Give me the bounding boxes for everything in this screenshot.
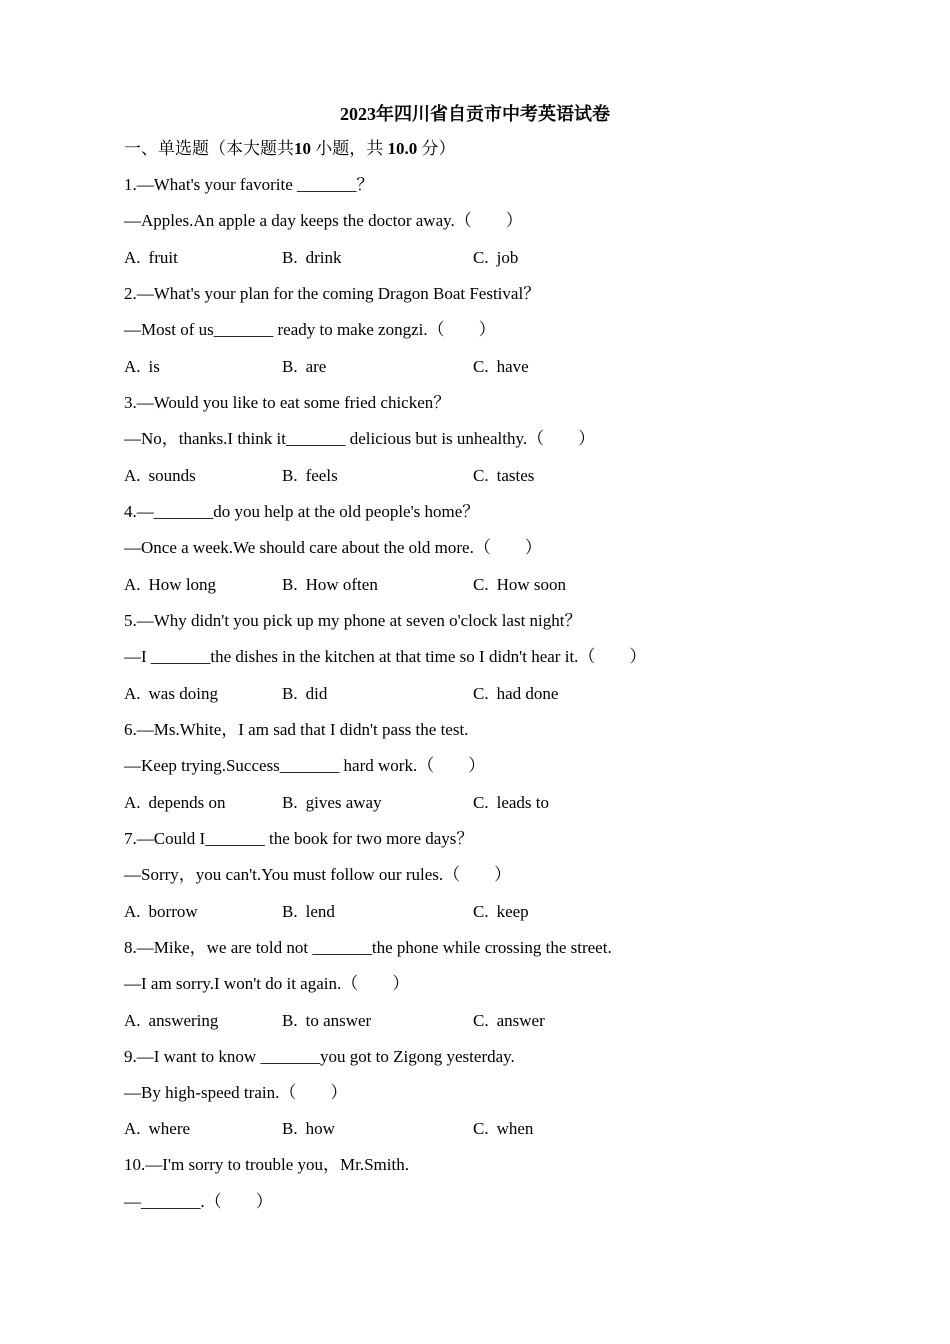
option-c[interactable] [473,1117,533,1141]
option-letter: C. [473,466,489,485]
option-b[interactable] [282,1117,335,1141]
option-a[interactable] [124,464,196,488]
option-text: is [148,357,160,376]
option-text: how [305,1119,335,1138]
option-text: where [148,1119,191,1138]
page-title: 2023年四川省自贡市中考英语试卷 [340,104,610,124]
section-score: 10.0 [387,139,418,158]
question-stem: 7.—Could I_______ the book for two more days？ [124,829,474,848]
option-text: How soon [496,575,567,594]
option-c[interactable] [473,900,529,924]
option-text: How long [148,575,217,594]
question-stem: 5.—Why didn't you pick up my phone at seven o'clock last night？ [124,611,582,630]
question-stem: 10.—I'm sorry to trouble you，Mr.Smith. [124,1155,409,1174]
option-letter: A. [124,575,141,594]
question-answer: —I _______the dishes in the kitchen at that time so I didn't hear it.（ ） [124,647,647,666]
option-text: How often [305,575,378,594]
question-stem: 2.—What's your plan for the coming Dragon Boat Festival？ [124,284,541,303]
option-text: lend [305,902,335,921]
question-answer: —No，thanks.I think it_______ delicious but is unhealthy.（ ） [124,429,596,448]
question-answer: —Sorry，you can't.You must follow our rules.（ ） [124,865,512,884]
question-answer: —Keep trying.Success_______ hard work.（ ） [124,756,486,775]
option-letter: B. [282,1119,298,1138]
question-answer: —Once a week.We should care about the old more.（ ） [124,538,542,557]
question-answer: —Most of us_______ ready to make zongzi.（ ） [124,320,496,339]
option-letter: A. [124,357,141,376]
option-a[interactable] [124,1009,218,1033]
option-b[interactable] [282,355,326,379]
option-letter: A. [124,684,141,703]
option-letter: B. [282,575,298,594]
option-letter: C. [473,684,489,703]
option-letter: C. [473,248,489,267]
question-answer: —By high-speed train.（ ） [124,1083,348,1102]
option-letter: B. [282,1011,298,1030]
option-text: feels [305,466,338,485]
option-letter: A. [124,466,141,485]
option-c[interactable] [473,791,549,815]
option-letter: B. [282,357,298,376]
option-text: depends on [148,793,226,812]
option-text: gives away [305,793,382,812]
question-stem: 3.—Would you like to eat some fried chicken？ [124,393,451,412]
section-count: 10 [294,139,311,158]
option-letter: B. [282,793,298,812]
option-letter: A. [124,1119,141,1138]
option-letter: C. [473,902,489,921]
option-a[interactable] [124,682,218,706]
question-stem: 4.—_______do you help at the old people's home？ [124,502,480,521]
option-letter: B. [282,902,298,921]
section-suffix: 分） [421,139,456,158]
option-letter: A. [124,248,141,267]
question-stem: 9.—I want to know _______you got to Zigong yesterday. [124,1047,515,1066]
question-stem: 1.—What's your favorite _______？ [124,175,374,194]
option-c[interactable] [473,464,534,488]
option-text: have [496,357,529,376]
option-a[interactable] [124,900,198,924]
option-text: job [496,248,519,267]
option-a[interactable] [124,1117,190,1141]
option-text: had done [496,684,559,703]
option-letter: C. [473,793,489,812]
option-b[interactable] [282,900,335,924]
section-prefix: 一、单选题（本大题共 [124,139,294,158]
option-text: was doing [148,684,218,703]
option-text: when [496,1119,534,1138]
option-b[interactable] [282,1009,371,1033]
option-text: drink [305,248,342,267]
question-stem: 6.—Ms.White，I am sad that I didn't pass the test. [124,720,469,739]
option-a[interactable] [124,355,160,379]
option-letter: C. [473,1011,489,1030]
option-b[interactable] [282,791,382,815]
option-a[interactable] [124,573,216,597]
option-letter: C. [473,357,489,376]
option-b[interactable] [282,246,341,270]
option-letter: A. [124,1011,141,1030]
option-b[interactable] [282,464,338,488]
option-text: tastes [496,466,535,485]
question-answer: —_______.（ ） [124,1192,273,1211]
option-letter: C. [473,575,489,594]
option-c[interactable] [473,573,566,597]
option-letter: B. [282,248,298,267]
option-b[interactable] [282,573,378,597]
option-text: did [305,684,328,703]
option-text: borrow [148,902,198,921]
option-text: sounds [148,466,196,485]
option-text: keep [496,902,529,921]
option-letter: A. [124,902,141,921]
question-answer: —I am sorry.I won't do it again.（ ） [124,974,410,993]
option-text: answer [496,1011,545,1030]
option-c[interactable] [473,682,558,706]
option-letter: A. [124,793,141,812]
option-c[interactable] [473,246,518,270]
option-text: fruit [148,248,178,267]
option-letter: C. [473,1119,489,1138]
option-text: are [305,357,327,376]
option-text: answering [148,1011,219,1030]
option-a[interactable] [124,246,178,270]
question-stem: 8.—Mike，we are told not _______the phone while crossing the street. [124,938,612,957]
option-letter: B. [282,466,298,485]
option-c[interactable] [473,355,529,379]
option-b[interactable] [282,682,327,706]
option-letter: B. [282,684,298,703]
option-text: to answer [305,1011,372,1030]
option-c[interactable] [473,1009,545,1033]
section-middle: 小题，共 [315,139,384,158]
section-heading [124,137,456,161]
option-text: leads to [496,793,549,812]
question-answer: —Apples.An apple a day keeps the doctor away.（ ） [124,211,523,230]
option-a[interactable] [124,791,226,815]
